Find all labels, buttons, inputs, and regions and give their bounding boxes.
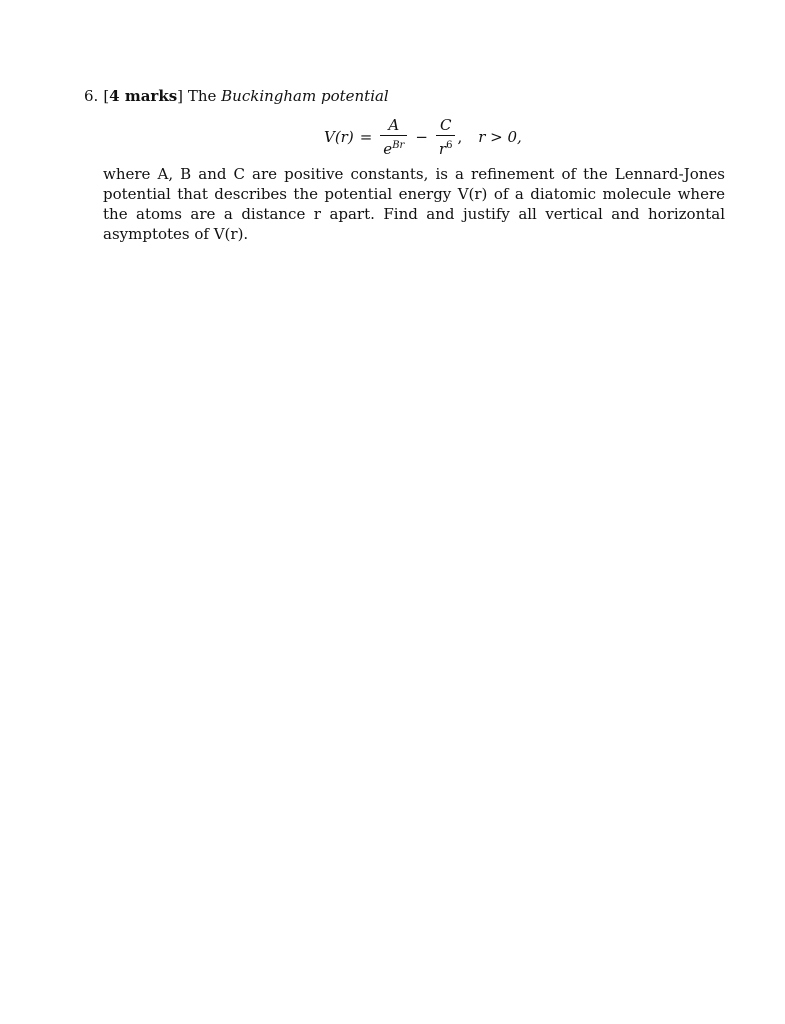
fraction-a-den-exponent: Br: [392, 139, 405, 151]
marks-bracket-open: [: [103, 87, 110, 105]
question-term: Buckingham potential: [221, 87, 389, 105]
fraction-a-den-base: e: [383, 139, 393, 158]
potential-equation: [324, 116, 522, 158]
fraction-c-over-r6: [436, 117, 456, 158]
equation-lhs: V(r): [324, 128, 354, 146]
fraction-c-denominator: [436, 136, 456, 158]
equation-minus: −: [415, 128, 428, 146]
question-body-paragraph: where A, B and C are positive constants, is a refinement of the Lennard-Jones potential that describes the potential energy V(r) of a diatomic molecule where the atoms are a distance r apart. Find and justify all vertical and horizontal asymptotes of V(r).: [103, 165, 725, 243]
fraction-c-den-exponent: 6: [446, 139, 453, 151]
equation-comma: ,: [457, 128, 463, 146]
fraction-a-numerator: A: [388, 115, 400, 134]
question-heading: [84, 86, 724, 106]
question-body: [103, 164, 725, 244]
equation-condition: r > 0,: [478, 128, 522, 146]
fraction-c-numerator: C: [439, 115, 452, 134]
fraction-a-denominator: [380, 136, 407, 158]
fraction-a-over-exp: [380, 117, 407, 158]
fraction-c-den-base: r: [438, 139, 447, 158]
equation-equals: =: [359, 128, 373, 146]
question-lead: The: [187, 87, 217, 105]
marks-bracket-close: ]: [177, 87, 184, 105]
question-number: 6.: [84, 87, 99, 105]
question-marks: 4 marks: [109, 87, 178, 105]
